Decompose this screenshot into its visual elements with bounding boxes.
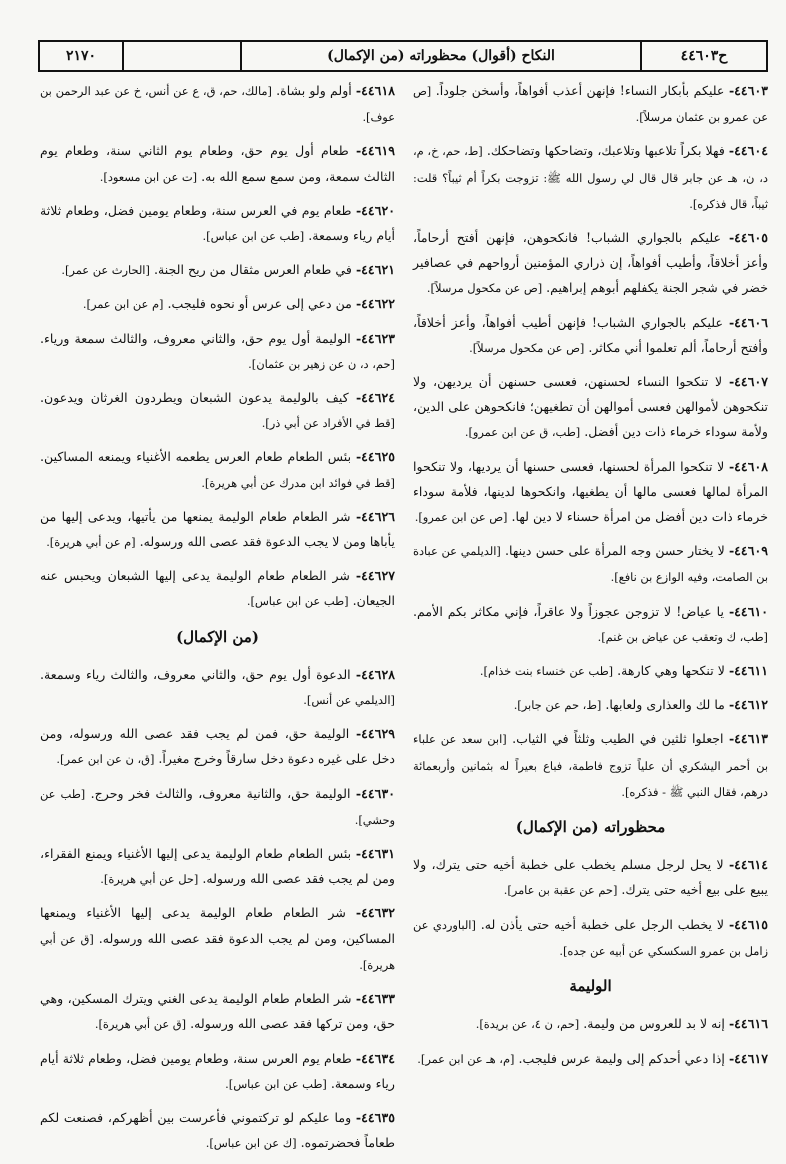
left-column: [40, 78, 395, 1164]
hadith-text: شر الطعام طعام الوليمة يدعى الغني ويترك المسكين، وهي حق، ومن تركها فقد عصى الله ورسوله.: [40, 991, 395, 1032]
hadith-text: عليكم بأبكار النساء! فإنهن أعذب أفواهاً، وأسخن جلوداً.: [435, 83, 725, 98]
left-column-entries: [40, 78, 395, 615]
right-column: [413, 78, 768, 1080]
hadith-text: بئس الطعام طعام الوليمة يدعى إليها الأغنياء ويمنع الفقراء، ومن لم يجب فقد عصى الله ورسوله.: [40, 846, 395, 887]
hadith-number: ٤٤٦٢٩-: [355, 726, 395, 742]
hadith-number: ٤٤٦٣٢-: [355, 905, 395, 921]
hadith-number: ٤٤٦٢٠-: [355, 202, 395, 218]
hadith-text: طعام أول يوم حق، وطعام يوم الثاني سنة، وطعام يوم الثالث سمعة، ومن سمع سمع الله به.: [40, 143, 395, 184]
hadith-source: [ابن سعد عن علباء بن أحمر اليشكري أن علياً تزوج فاطمة، فباع بعيراً له بثمانين وأربعمائة درهم، فقال النبي ﷺ - فذكره].: [413, 732, 768, 799]
hadith-number: ٤٤٦١٩-: [355, 143, 395, 159]
hadith-text: ما لك والعذارى ولعابها.: [605, 697, 725, 713]
ikmal-entries: [40, 662, 395, 1156]
hadith-source: [حم عن عقبة بن عامر].: [503, 883, 618, 898]
hadith-number: ٤٤٦٢١-: [355, 262, 395, 278]
hadith-entry: [413, 692, 768, 718]
hadith-source: [ص عن مكحول مرسلاً].: [469, 340, 585, 355]
hadith-source: [ت عن ابن مسعود].: [99, 169, 198, 184]
hadith-source: [طب عن خنساء بنت خذام].: [479, 664, 614, 679]
hadith-number: ٤٤٦٢٥-: [355, 449, 395, 465]
hadith-source: [ص عن ابن عمرو].: [414, 510, 508, 525]
hadith-entry: [40, 257, 395, 283]
hadith-number: ٤٤٦٠٨-: [728, 458, 768, 474]
hadith-entry: [413, 310, 768, 361]
hadith-entry: [40, 78, 395, 130]
hadith-entry: [413, 369, 768, 446]
hadith-number: ٤٤٦٢٤-: [355, 390, 395, 406]
hadith-source: [م عن ابن عمر].: [82, 297, 164, 312]
hadith-entry: [413, 1011, 768, 1037]
hadith-text: إنه لا بد للعروس من وليمة.: [583, 1016, 725, 1032]
hadith-number: ٤٤٦٢٦-: [355, 508, 395, 524]
hadith-number: ٤٤٦٢٨-: [355, 666, 395, 682]
header-blank-cell: [122, 42, 240, 70]
hadith-number: ٤٤٦٠٤-: [728, 143, 768, 159]
hadith-text: من دعي إلى عرس أو نحوه فليجب.: [167, 296, 352, 312]
hadith-number: ٤٤٦٣٣-: [355, 991, 395, 1007]
hadith-entry: [40, 781, 395, 833]
hadith-entry: [413, 726, 768, 805]
hadith-number: ٤٤٦٠٥-: [728, 230, 768, 246]
hadith-source: [ص عن مكحول مرسلاً].: [426, 281, 543, 296]
section-heading-prohibitions: محظوراته (من الإكمال): [515, 818, 666, 837]
chapter-title: النكاح (أقوال) محظوراته (من الإكمال): [240, 42, 640, 70]
hadith-entry: [40, 198, 395, 249]
page-header: [38, 40, 768, 72]
hadith-entry: [40, 900, 395, 978]
hadith-entry: [40, 841, 395, 892]
hadith-text: اجعلوا ثلثين في الطيب وثلثاً في الثياب.: [512, 731, 724, 747]
hadith-number: ٤٤٦٣٠-: [355, 785, 395, 801]
page-number: ٢١٧٠: [65, 48, 97, 64]
hadith-source: [طب، ق عن ابن عمرو].: [464, 425, 581, 440]
hadith-number: ٤٤٦٣١-: [355, 846, 395, 862]
hadith-text: أولم ولو بشاة.: [276, 83, 352, 98]
hadith-text: يا عياض! لا تزوجن عجوزاً ولا عاقراً، فإني مكاثر بكم الأمم.: [413, 603, 724, 619]
hadith-source: [الديلمي عن عبادة بن الصامت، وفيه الوازع بن نافع].: [413, 544, 768, 585]
hadith-number: ٤٤٦٢٣-: [355, 330, 395, 346]
hadith-number: ٤٤٦١٠-: [728, 603, 768, 619]
hadith-text: وما عليكم لو تركتموني فأعرست بين أظهركم، فصنعت لكم طعاماً فحضرتموه.: [40, 1109, 395, 1151]
hadith-text: كيف بالوليمة يدعون الشبعان ويطردون الغرثان ويدعون.: [40, 390, 349, 406]
hadith-entry: [40, 563, 395, 614]
hadith-source: [ط، حم، خ، م، د، ن، هـ عن جابر قال قال لي رسول الله ﷺ: تزوجت بكراً أم ثيباً؟ قلت: ثيباً، قال فذكره].: [413, 144, 768, 211]
hadith-source: [طب عن ابن عباس].: [202, 229, 305, 244]
hadith-text: طعام يوم في العرس سنة، وطعام يومين فضل، وطعام ثلاثة أيام رياء وسمعة.: [40, 202, 395, 244]
hadith-source: [الحارث عن عمر].: [61, 263, 150, 278]
hadith-source: [ط، حم عن جابر].: [513, 698, 602, 713]
hadith-number: ٤٤٦٢٢-: [355, 296, 395, 312]
hadith-number: ٤٤٦٢٧-: [355, 568, 395, 584]
hadith-number: ٤٤٦١٨-: [355, 83, 395, 98]
hadith-source: [ق، ن عن ابن عمر].: [56, 752, 155, 767]
hadith-text: إذا دعي أحدكم إلى وليمة عرس فليجب.: [518, 1050, 725, 1066]
hadith-source: [ص عن عمرو بن عثمان مرسلاً].: [413, 84, 768, 125]
hadith-source: [طب عن وحشي].: [40, 786, 395, 827]
hadith-text: لا يخطب الرجل على خطبة أخيه حتى يأذن له.: [480, 916, 725, 932]
hadith-source: [م عن أبي هريرة].: [46, 535, 136, 550]
hadith-number: ٤٤٦١٦-: [728, 1016, 768, 1032]
hadith-source: [طب عن ابن عباس].: [225, 1076, 327, 1091]
hadith-source: [حم، د، ن عن زهير بن عثمان].: [248, 356, 395, 371]
hadith-range: ح٤٤٦٠٣: [640, 42, 766, 70]
hadith-text: طعام يوم العرس سنة، وطعام يومين فضل، وطعام ثلاثة أيام رياء وسمعة.: [40, 1050, 395, 1091]
section-heading-ikmal: (من الإكمال): [176, 627, 259, 646]
hadith-source: [م، هـ عن ابن عمر].: [417, 1051, 515, 1066]
hadith-text: الدعوة أول يوم حق، والثاني معروف، والثالث رياء وسمعة.: [40, 666, 351, 682]
hadith-number: ٤٤٦١٢-: [728, 697, 768, 713]
hadith-entry: [413, 852, 768, 903]
hadith-entry: [413, 599, 768, 650]
hadith-text: لا يحل لرجل مسلم يخطب على خطبة أخيه حتى يترك، ولا يبيع على بيع أخيه حتى يترك.: [413, 857, 768, 898]
hadith-number: ٤٤٦١٤-: [728, 857, 768, 873]
hadith-entry: [40, 504, 395, 555]
hadith-entry: [413, 454, 768, 531]
right-column-entries: [413, 78, 768, 805]
hadith-entry: [413, 138, 768, 217]
hadith-text: لا يختار حسن وجه المرأة على حسن دينها.: [504, 543, 725, 559]
hadith-entry: [40, 138, 395, 189]
hadith-number: ٤٤٦١١-: [728, 663, 768, 679]
hadith-source: [قط في الأفراد عن أبي ذر].: [261, 416, 395, 431]
hadith-text: لا تنكحها وهي كارهة.: [617, 663, 725, 679]
hadith-source: [مالك، حم، ق، ع عن أنس، خ عن عبد الرحمن بن عوف].: [40, 84, 395, 125]
hadith-text: الوليمة أول يوم حق، والثاني معروف، والثالث سمعة ورياء.: [40, 330, 351, 346]
hadith-number: ٤٤٦٠٧-: [728, 374, 768, 390]
hadith-number: ٤٤٦١٧-: [728, 1050, 768, 1066]
hadith-number: ٤٤٦١٥-: [728, 916, 768, 932]
hadith-number: ٤٤٦٠٦-: [728, 314, 768, 330]
hadith-text: الوليمة حق، فمن لم يجب فقد عصى الله ورسوله، ومن دخل على غيره دعوة دخل سارقاً وخرج مغيراً.: [40, 726, 395, 767]
hadith-number: ٤٤٦٠٩-: [728, 543, 768, 559]
hadith-text: بئس الطعام طعام العرس يطعمه الأغنياء ويمنعه المساكين.: [40, 449, 352, 465]
hadith-source: [طب عن ابن عباس].: [246, 594, 349, 609]
hadith-source: [ق عن أبي هريرة].: [94, 1017, 187, 1032]
hadith-text: في طعام العرس مثقال من ريح الجنة.: [153, 262, 352, 278]
hadith-source: [حم، ن ٤، عن بريدة].: [475, 1017, 580, 1032]
hadith-text: عليكم بالجواري الشباب! فانكحوهن، فإنهن أفتح أرحاماً، وأعز أخلاقاً، وأطيب أفواهاً، إن ذراري المؤمنين أرواحهم في عصافير خضر في شجر الجنة يكفلهم أبوهم إبراهيم.: [413, 230, 768, 296]
hadith-text: شر الطعام طعام الوليمة يمنعها من يأتيها، ويدعى إليها من يأباها ومن لا يجب الدعوة فقد عصى الله ورسوله.: [40, 508, 395, 550]
walima-entries: [413, 1011, 768, 1071]
hadith-entry: [413, 658, 768, 684]
hadith-entry: [413, 78, 768, 130]
hadith-number: ٤٤٦٣٥-: [355, 1109, 395, 1125]
hadith-entry: [413, 912, 768, 964]
hadith-text: لا تنكحوا المرأة لحسنها، فعسى حسنها أن يرديها، ولا تنكحوا المرأة لمالها فعسى مالها أن يطغيها، وانكحوها لدينها، فلأمة سوداء خرماء ذات دين أفضل من امرأة حسناء لا دين لها.: [413, 458, 768, 525]
hadith-entry: [40, 1046, 395, 1097]
hadith-entry: [40, 326, 395, 377]
hadith-text: لا تنكحوا النساء لحسنهن، فعسى حسنهن أن يرديهن، ولا تنكحوهن لأموالهن فعسى أموالهن أن تطغيهن؛ فانكحوهن على الدين، ولأمة سوداء خرماء ذات دين أفضل.: [413, 374, 768, 440]
hadith-text: عليكم بالجواري الشباب! فإنهن أطيب أفواهاً، وأعز أخلاقاً، وأفتح أرحاماً، ألم تعلموا أني مكاثر.: [413, 314, 768, 355]
hadith-text: فهلا بكراً تلاعبها وتلاعبك، وتضاحكها وتضاحكك.: [486, 143, 725, 159]
prohibitions-entries: [413, 852, 768, 964]
hadith-source: [قط في فوائد ابن مدرك عن أبي هريرة].: [201, 475, 395, 490]
hadith-number: ٤٤٦٠٣-: [728, 83, 768, 98]
hadith-number: ٤٤٦١٣-: [728, 731, 768, 747]
hadith-text: الوليمة حق، والثانية معروف، والثالث فخر وحرج.: [90, 785, 351, 801]
hadith-source: [الديلمي عن أنس].: [303, 693, 395, 708]
hadith-entry: [40, 1105, 395, 1156]
hadith-entry: [413, 225, 768, 302]
hadith-entry: [40, 662, 395, 713]
hadith-source: [ك عن ابن عباس].: [205, 1136, 297, 1151]
hadith-source: [الباوردي عن زامل بن عمرو السكسكي عن أبيه عن جده].: [413, 917, 768, 958]
hadith-entry: [40, 721, 395, 772]
hadith-entry: [413, 538, 768, 590]
hadith-entry: [40, 385, 395, 436]
hadith-text: شر الطعام طعام الوليمة يدعى إليها الشبعان ويحبس عنه الجيعان.: [40, 568, 395, 609]
hadith-source: [حل عن أبي هريرة].: [100, 872, 199, 887]
hadith-entry: [40, 444, 395, 495]
hadith-entry: [40, 986, 395, 1037]
hadith-source: [طب، ك وتعقب عن عياض بن غنم].: [597, 629, 768, 644]
hadith-entry: [40, 291, 395, 317]
hadith-number: ٤٤٦٣٤-: [355, 1050, 395, 1066]
hadith-entry: [413, 1046, 768, 1072]
section-heading-walima: الوليمة: [569, 977, 612, 996]
hadith-text: شر الطعام طعام الوليمة يدعى إليها الأغنياء ويمنعها المساكين، ومن لم يجب الدعوة فقد عصى الله ورسوله.: [40, 905, 395, 946]
hadith-source: [ق عن أبي هريرة].: [40, 931, 395, 972]
